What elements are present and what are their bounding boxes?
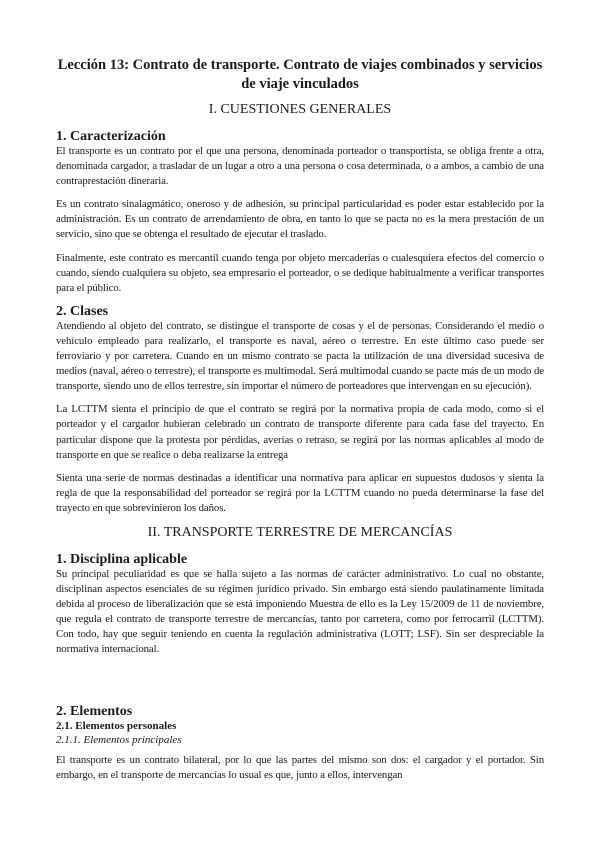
- part-1-heading: I. CUESTIONES GENERALES: [208, 102, 392, 117]
- paragraph: La LCTTM sienta el principio de que el contrato se regirá por la normativa propia de cada modo, como si el porteador y el cargador hubieran celebrado un contrato de transporte diferente para cada fase del trayecto. En particular dispone que la protesta por pérdidas, averías o retraso, se regirá por las normas aplicables al modo de transporte en que se realice o deba realizarse la entrega: [56, 403, 544, 461]
- paragraph: El transporte es un contrato por el que una persona, denominada porteador o transportista, se obliga frente a otra, denominada cargador, a trasladar de un lugar a otro a una persona o cosa determinada, o a ambos, a cambio de una contraprestación dineraria.: [56, 145, 544, 188]
- document-page: [56, 56, 544, 791]
- paragraph: El transporte es un contrato bilateral, por lo que las partes del mismo son dos: el cargador y el portador. Sin embargo, en el transporte de mercancías lo usual es que, junto a ellos, intervengan: [56, 753, 544, 781]
- part-2-heading: II. TRANSPORTE TERRESTRE DE MERCANCÍAS: [147, 524, 453, 540]
- subsection-elementos-personales: 2.1. Elementos personales: [56, 719, 177, 732]
- paragraph: Es un contrato sinalagmático, oneroso y de adhesión, su principal particularidad es poder estar establecido por la administración. Es un contrato de arrendamiento de obra, en tanto lo que se pacta no es la mera prestación de un servicio, sino que se obtenga el resultado de ejecutar el traslado.: [56, 198, 544, 241]
- paragraph: Sienta una serie de normas destinadas a identificar una normativa para aplicar en supuestos dudosos y sienta la regla de que la responsabilidad del porteador se regirá por la LCTTM cuando no pueda determinarse la fase del trayecto en que sobrevinieron los daños.: [56, 471, 544, 514]
- paragraph: Finalmente, este contrato es mercantil cuando tenga por objeto mercaderías o cualesquiera efectos del comercio o cuando, siendo cualquiera su objeto, sea empresario el porteador, o se dedique habitualmente a verificar transportes para el público.: [56, 251, 544, 294]
- paragraph: Atendiendo al objeto del contrato, se distingue el transporte de cosas y el de personas. Considerando el medio o vehículo empleado para realizarlo, el transporte es naval, aéreo o terrestre. En este último caso puede ser ferroviario y por carretera. Cuando en un mismo contrato se pacta la utilización de una diversidad sucesiva de medios (naval, aéreo o terrestre), el transporte es multimodal. Será multimodal cuando se pacte más de un modo de transporte, siendo uno de ellos terrestre, sin importar el número de porteadores que intervengan en su ejecución).: [56, 319, 544, 393]
- section-elementos-heading: 2. Elementos: [56, 703, 133, 719]
- spacer: [56, 666, 544, 704]
- subsubsection-elementos-principales: 2.1.1. Elementos principales: [56, 733, 182, 746]
- lesson-title: Lección 13: Contrato de transporte. Contrato de viajes combinados y servicios de viaje vinculados: [57, 57, 543, 92]
- section-disciplina-heading: 1. Disciplina aplicable: [56, 551, 188, 567]
- section-clases-heading: 2. Clases: [56, 303, 109, 319]
- section-caracterizacion-heading: 1. Caracterización: [56, 129, 166, 144]
- paragraph: Su principal peculiaridad es que se halla sujeto a las normas de carácter administrativo. Lo cual no obstante, disciplinan aspectos esenciales de su régimen jurídico privado. Sin embargo está siendo paulatinamente limitada debida al proceso de liberalización que se está imponiendo Muestra de ello es la Ley 15/2009 de 11 de noviembre, que regula el contrato de transporte terrestre de mercancías, tanto por carretera, como por ferrocarril (LCTTM). Con todo, hay que seguir teniendo en cuenta la regulación administrativa (LOTT; LSF). Sin ser despreciable la normativa internacional.: [56, 567, 544, 656]
